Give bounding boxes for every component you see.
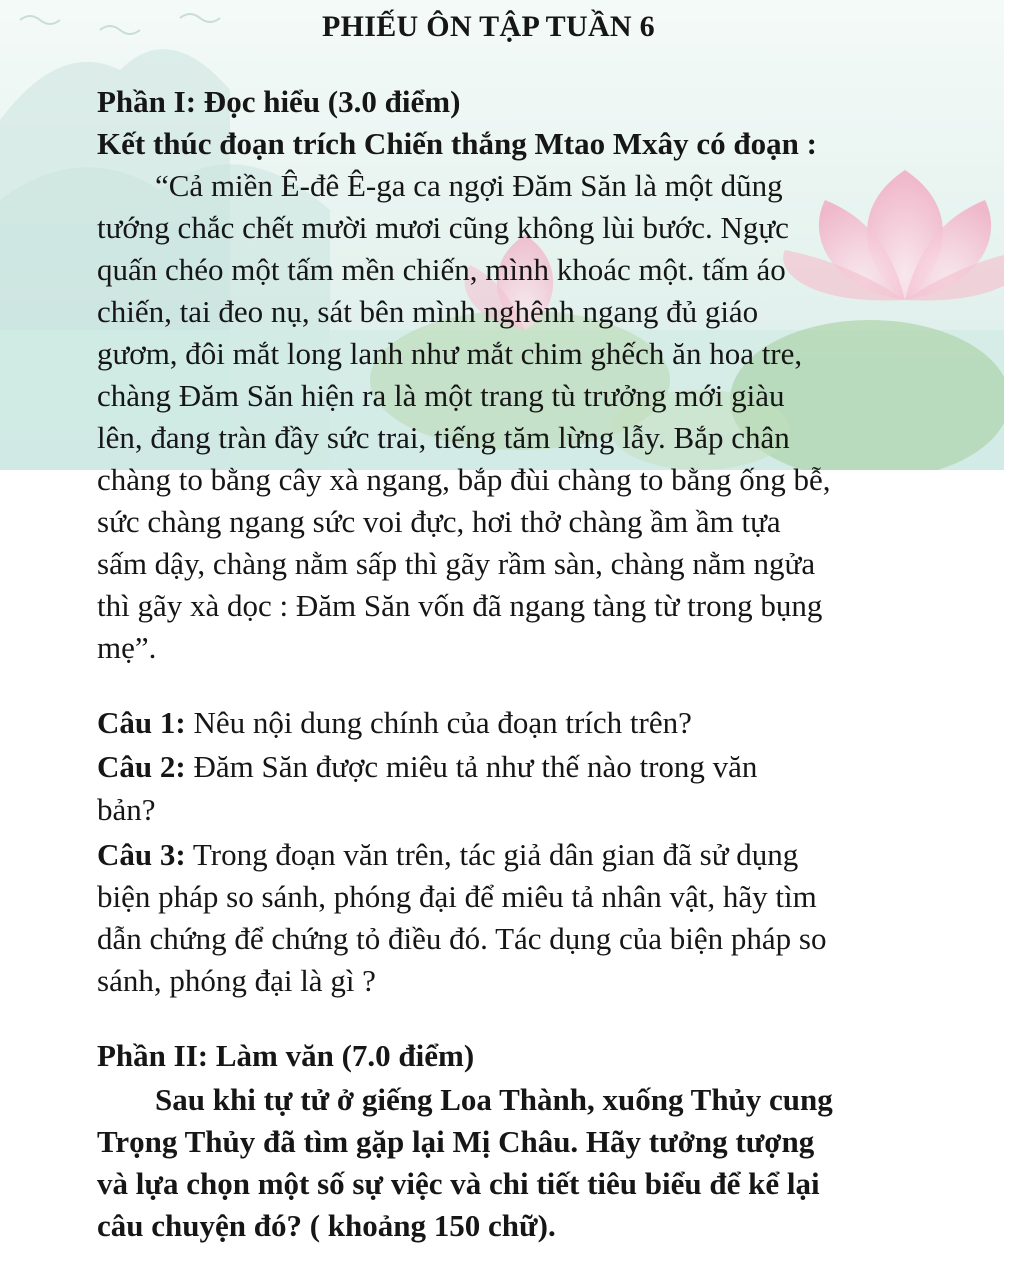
prompt-line: câu chuyện đó? ( khoảng 150 chữ). xyxy=(97,1208,556,1243)
question-text: sánh, phóng đại là gì ? xyxy=(97,963,376,998)
question-label: Câu 2: xyxy=(97,749,186,784)
passage-line: gươm, đôi mắt long lanh như mắt chim ghếch ăn hoa tre, xyxy=(97,336,803,371)
question-text: dẫn chứng để chứng tỏ điều đó. Tác dụng của biện pháp so xyxy=(97,921,827,956)
question-text: Nêu nội dung chính của đoạn trích trên? xyxy=(185,705,692,740)
passage-line: “Cả miền Ê-đê Ê-ga ca ngợi Đăm Săn là một dũng xyxy=(155,168,783,203)
question-label: Câu 1: xyxy=(97,705,186,740)
page-title: PHIẾU ÔN TẬP TUẦN 6 xyxy=(322,10,655,43)
part2-heading: Phần II: Làm văn (7.0 điểm) xyxy=(97,1038,475,1073)
question-1 xyxy=(97,705,692,741)
passage-line: sấm dậy, chàng nằm sấp thì gãy rầm sàn, chàng nằm ngửa xyxy=(97,546,816,581)
prompt-line: và lựa chọn một số sự việc và chi tiết tiêu biểu để kể lại xyxy=(97,1166,820,1201)
prompt-line: Sau khi tự tử ở giếng Loa Thành, xuống Thủy cung xyxy=(155,1082,833,1117)
passage-line: thì gãy xà dọc : Đăm Săn vốn đã ngang tàng từ trong bụng xyxy=(97,588,823,623)
question-text: biện pháp so sánh, phóng đại để miêu tả nhân vật, hãy tìm xyxy=(97,879,817,914)
passage-line: chiến, tai đeo nụ, sát bên mình nghênh ngang đủ giáo xyxy=(97,294,759,329)
question-3 xyxy=(97,837,798,873)
passage-line: mẹ”. xyxy=(97,630,157,665)
question-text: Đăm Săn được miêu tả như thế nào trong văn xyxy=(185,749,758,784)
passage-line: chàng to bằng cây xà ngang, bắp đùi chàng to bằng ống bễ, xyxy=(97,462,831,497)
passage-line: chàng Đăm Săn hiện ra là một trang tù trưởng mới giàu xyxy=(97,378,785,413)
part1-intro: Kết thúc đoạn trích Chiến thắng Mtao Mxây có đoạn : xyxy=(97,126,817,161)
passage-line: lên, đang tràn đầy sức trai, tiếng tăm lừng lẫy. Bắp chân xyxy=(97,420,790,455)
passage-line: quấn chéo một tấm mền chiến, mình khoác một. tấm áo xyxy=(97,252,786,287)
question-2 xyxy=(97,749,757,785)
passage-line: tướng chắc chết mười mươi cũng không lùi bước. Ngực xyxy=(97,210,789,245)
prompt-line: Trọng Thủy đã tìm gặp lại Mị Châu. Hãy tưởng tượng xyxy=(97,1124,815,1159)
question-label: Câu 3: xyxy=(97,837,186,872)
part1-heading: Phần I: Đọc hiểu (3.0 điểm) xyxy=(97,84,461,119)
passage-line: sức chàng ngang sức voi đực, hơi thở chàng ầm ầm tựa xyxy=(97,504,781,539)
question-text: Trong đoạn văn trên, tác giả dân gian đã sử dụng xyxy=(185,837,799,872)
question-text: bản? xyxy=(97,792,156,827)
